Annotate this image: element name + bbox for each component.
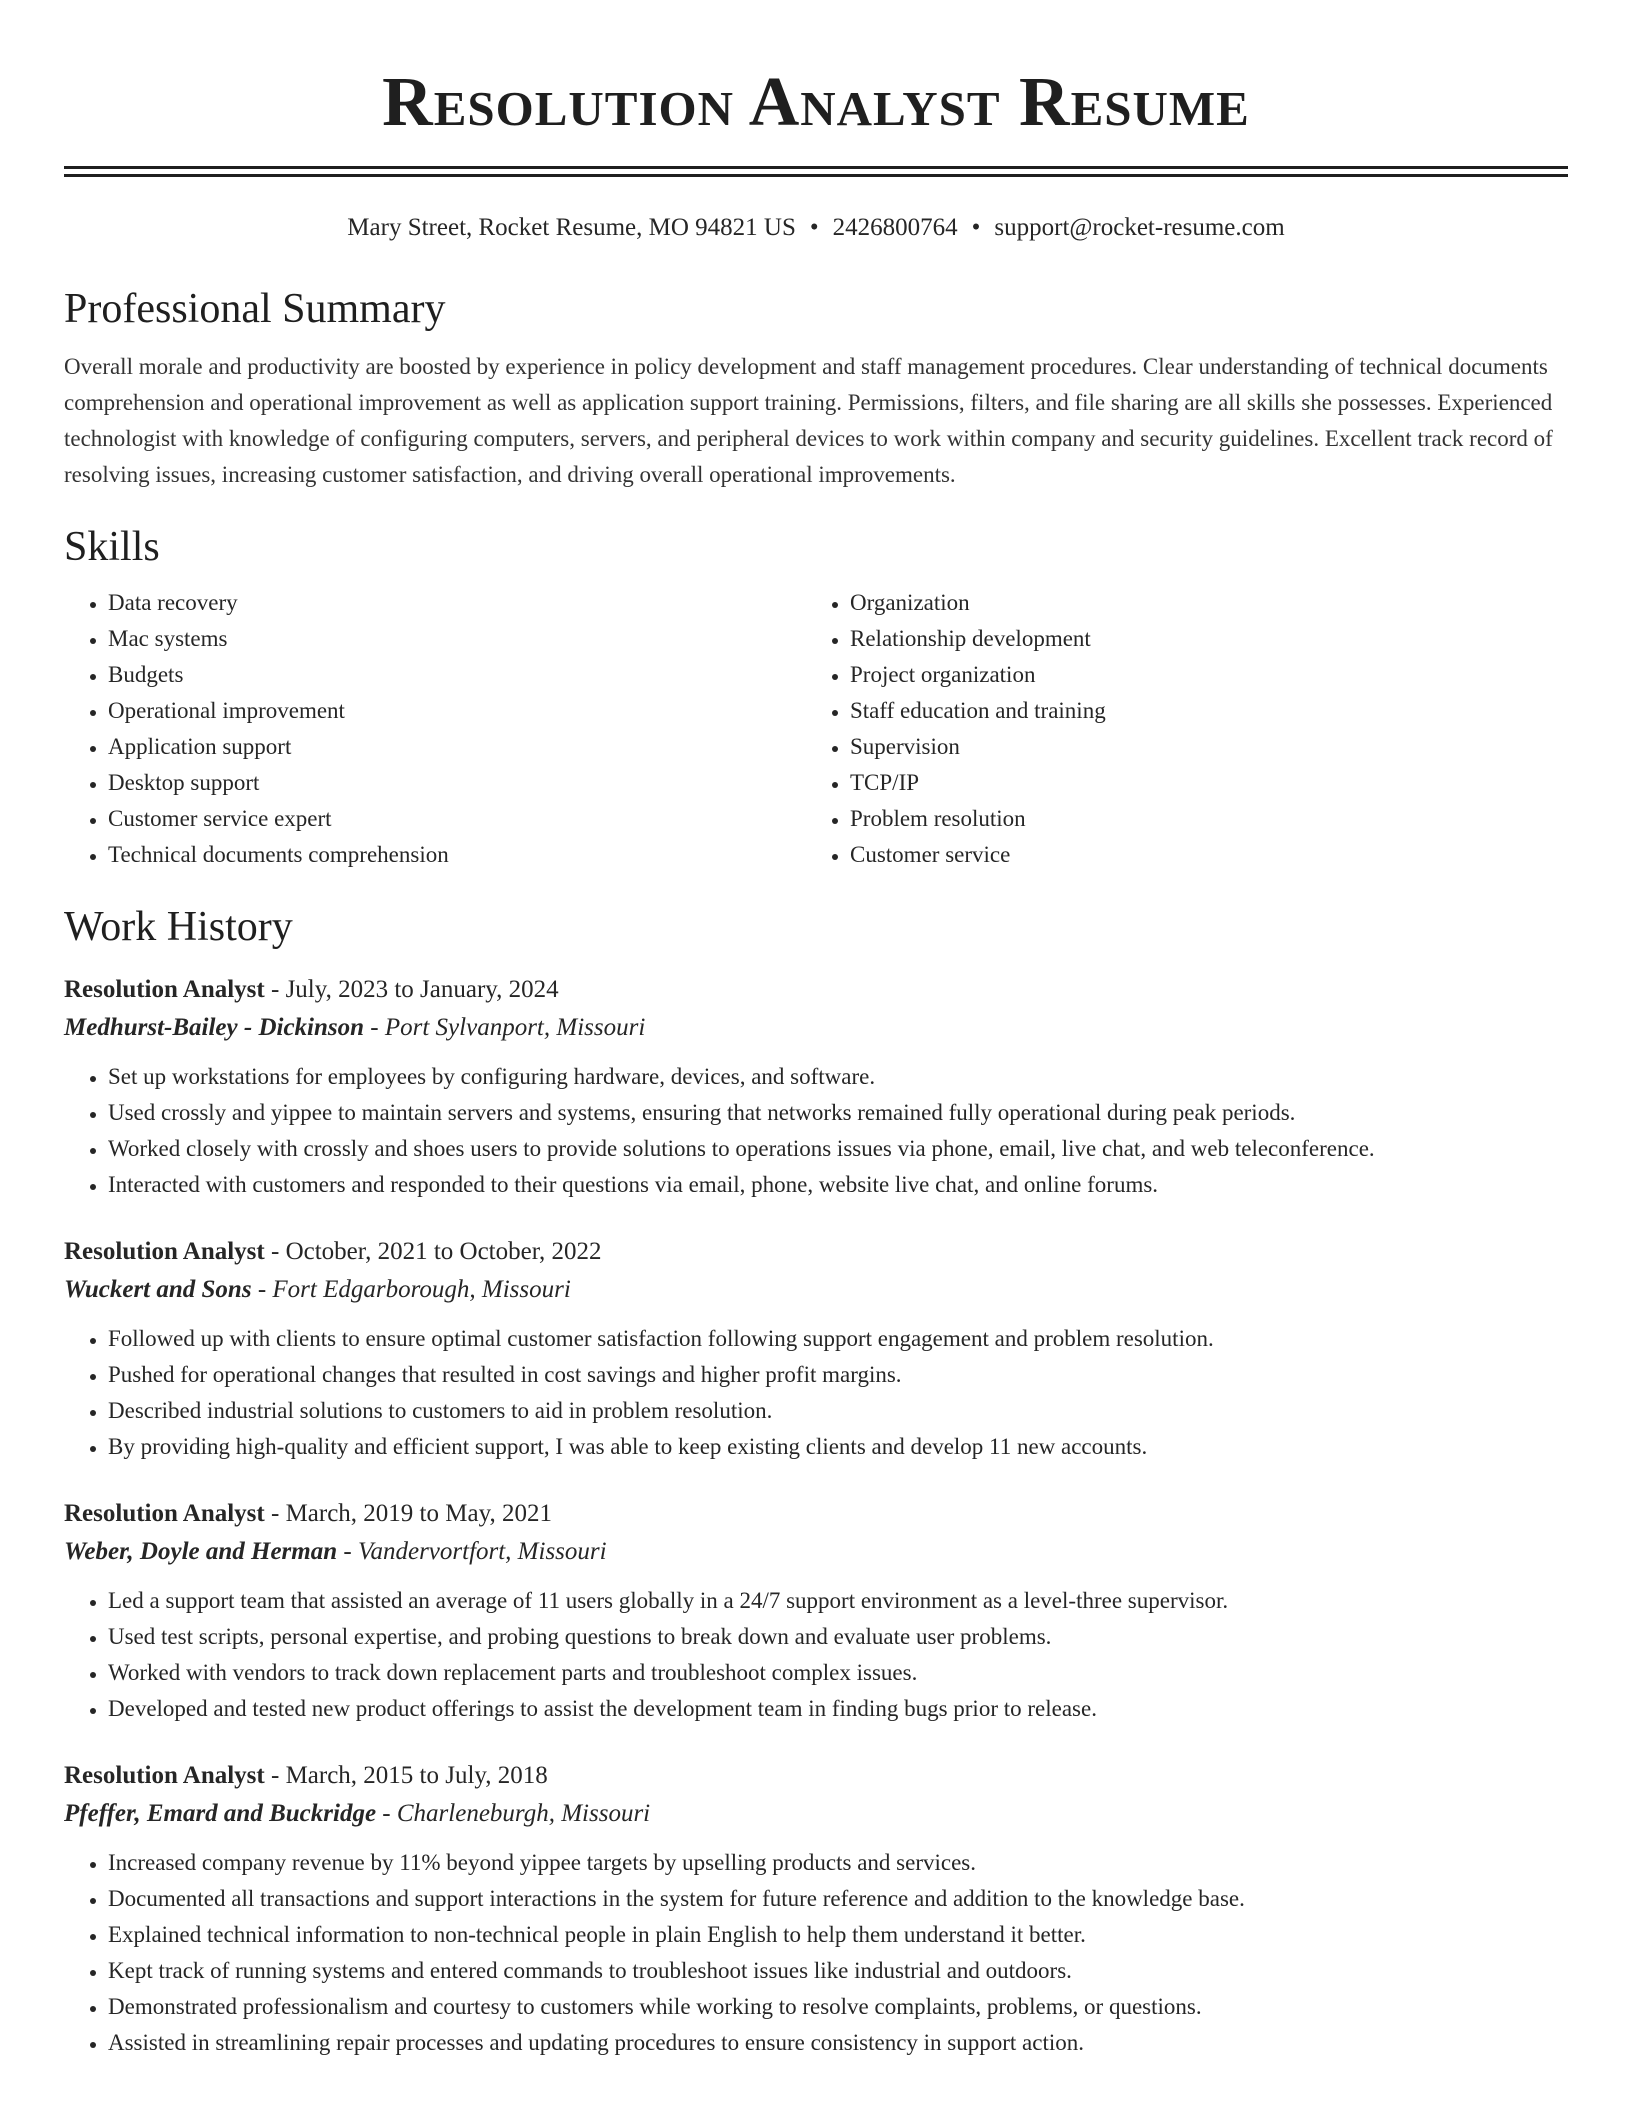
- job-bullets: [64, 1059, 1568, 1203]
- job-company-line: [64, 1533, 1568, 1571]
- job-company: Wuckert and Sons: [64, 1276, 252, 1303]
- job-bullet: • Kept track of running systems and entered commands to troubleshoot issues like industrial and outdoors.: [108, 1953, 1568, 1989]
- skills-list-right: [806, 585, 1548, 873]
- contact-phone: 2426800764: [832, 214, 958, 241]
- skill-item: • TCP/IP: [850, 765, 1548, 801]
- skill-item: • Organization: [850, 585, 1548, 621]
- job-dash: -: [264, 1500, 286, 1527]
- job-company: Weber, Doyle and Herman: [64, 1538, 338, 1565]
- resume-page: [64, 0, 1568, 2061]
- job-entry: [64, 1495, 1568, 1727]
- skill-item: • Technical documents comprehension: [108, 837, 806, 873]
- skill-item: • Relationship development: [850, 621, 1548, 657]
- job-bullet: • Demonstrated professionalism and courtesy to customers while working to resolve complaints, problems, or questions.: [108, 1989, 1568, 2025]
- job-bullet: • Documented all transactions and support interactions in the system for future reference and addition to the knowledge base.: [108, 1881, 1568, 1917]
- job-bullet: • Set up workstations for employees by configuring hardware, devices, and software.: [108, 1059, 1568, 1095]
- job-dash: -: [337, 1538, 358, 1565]
- job-company-line: [64, 1795, 1568, 1833]
- skills-heading: Skills: [64, 524, 160, 570]
- job-dash: -: [264, 1238, 286, 1265]
- skills-columns: [64, 585, 1568, 873]
- summary-heading: Professional Summary: [64, 286, 446, 332]
- job-bullet: • Pushed for operational changes that resulted in cost savings and higher profit margins.: [108, 1357, 1568, 1393]
- job-company-line: [64, 1009, 1568, 1047]
- job-dash: -: [364, 1014, 385, 1041]
- skill-item: • Operational improvement: [108, 693, 806, 729]
- job-bullet: • Assisted in streamlining repair processes and updating procedures to ensure consistency in support action.: [108, 2025, 1568, 2061]
- job-role: Resolution Analyst: [64, 976, 265, 1003]
- job-bullets: [64, 1583, 1568, 1727]
- job-company: Medhurst-Bailey - Dickinson: [64, 1014, 365, 1041]
- job-dash: -: [264, 976, 286, 1003]
- contact-address: Mary Street, Rocket Resume, MO 94821 US: [347, 214, 796, 241]
- job-role: Resolution Analyst: [64, 1238, 265, 1265]
- job-bullet: • Worked closely with crossly and shoes users to provide solutions to operations issues via phone, email, live chat, and web teleconference.: [108, 1131, 1568, 1167]
- job-dates: October, 2021 to October, 2022: [285, 1238, 602, 1265]
- job-entry: [64, 1233, 1568, 1465]
- skill-item: • Customer service: [850, 837, 1548, 873]
- skill-item: • Data recovery: [108, 585, 806, 621]
- job-dash: -: [264, 1762, 286, 1789]
- job-bullet: • Described industrial solutions to customers to aid in problem resolution.: [108, 1393, 1568, 1429]
- summary-text: Overall morale and productivity are boosted by experience in policy development and staff management procedures. Clear understanding of technical documents comprehension and operational improvement as well as application support training. Permissions, filters, and file sharing are all skills she possesses. Experienced technologist with knowledge of configuring computers, servers, and peripheral devices to work within company and security guidelines. Excellent track record of resolving issues, increasing customer satisfaction, and driving overall operational improvements.: [64, 354, 1553, 487]
- skill-item: • Supervision: [850, 729, 1548, 765]
- job-company: Pfeffer, Emard and Buckridge: [64, 1800, 377, 1827]
- job-company-line: [64, 1271, 1568, 1309]
- job-entry: [64, 971, 1568, 1203]
- skill-item: • Budgets: [108, 657, 806, 693]
- work-history-heading: Work History: [64, 904, 293, 950]
- contact-separator: •: [971, 214, 981, 241]
- contact-separator: •: [809, 214, 819, 241]
- job-bullet: • Followed up with clients to ensure optimal customer satisfaction following support engagement and problem resolution.: [108, 1321, 1568, 1357]
- job-title-line: [64, 1233, 1568, 1271]
- skill-item: • Project organization: [850, 657, 1548, 693]
- skills-list-left: [64, 585, 806, 873]
- job-bullet: • Increased company revenue by 11% beyond yippee targets by upselling products and services.: [108, 1845, 1568, 1881]
- job-bullets: [64, 1845, 1568, 2061]
- skill-item: • Mac systems: [108, 621, 806, 657]
- resume-title: Resolution Analyst Resume: [382, 64, 1250, 141]
- job-role: Resolution Analyst: [64, 1500, 265, 1527]
- job-bullet: • Led a support team that assisted an average of 11 users globally in a 24/7 support environment as a level-three supervisor.: [108, 1583, 1568, 1619]
- job-bullet: • Worked with vendors to track down replacement parts and troubleshoot complex issues.: [108, 1655, 1568, 1691]
- job-bullet: • Explained technical information to non-technical people in plain English to help them understand it better.: [108, 1917, 1568, 1953]
- job-title-line: [64, 971, 1568, 1009]
- job-bullet: • Developed and tested new product offerings to assist the development team in finding bugs prior to release.: [108, 1691, 1568, 1727]
- job-location: Port Sylvanport, Missouri: [384, 1014, 646, 1041]
- job-location: Fort Edgarborough, Missouri: [272, 1276, 571, 1303]
- skill-item: • Customer service expert: [108, 801, 806, 837]
- contact-email: support@rocket-resume.com: [994, 214, 1285, 241]
- job-location: Vandervortfort, Missouri: [357, 1538, 607, 1565]
- skill-item: • Desktop support: [108, 765, 806, 801]
- title-double-rule: [64, 166, 1568, 177]
- job-dash: -: [376, 1800, 397, 1827]
- skill-item: • Staff education and training: [850, 693, 1548, 729]
- job-bullet: • Used test scripts, personal expertise, and probing questions to break down and evaluate user problems.: [108, 1619, 1568, 1655]
- job-bullet: • By providing high-quality and efficient support, I was able to keep existing clients and develop 11 new accounts.: [108, 1429, 1568, 1465]
- job-location: Charleneburgh, Missouri: [396, 1800, 651, 1827]
- contact-line: [64, 211, 1568, 245]
- job-title-line: [64, 1495, 1568, 1533]
- job-bullets: [64, 1321, 1568, 1465]
- job-bullet: • Used crossly and yippee to maintain servers and systems, ensuring that networks remained fully operational during peak periods.: [108, 1095, 1568, 1131]
- title-rule-bottom: [64, 174, 1568, 177]
- job-entry: [64, 1757, 1568, 2061]
- job-dates: March, 2019 to May, 2021: [285, 1500, 552, 1527]
- job-role: Resolution Analyst: [64, 1762, 265, 1789]
- skill-item: • Problem resolution: [850, 801, 1548, 837]
- job-dates: July, 2023 to January, 2024: [285, 976, 559, 1003]
- job-title-line: [64, 1757, 1568, 1795]
- job-dash: -: [251, 1276, 273, 1303]
- skill-item: • Application support: [108, 729, 806, 765]
- job-dates: March, 2015 to July, 2018: [285, 1762, 548, 1789]
- job-bullet: • Interacted with customers and responded to their questions via email, phone, website live chat, and online forums.: [108, 1167, 1568, 1203]
